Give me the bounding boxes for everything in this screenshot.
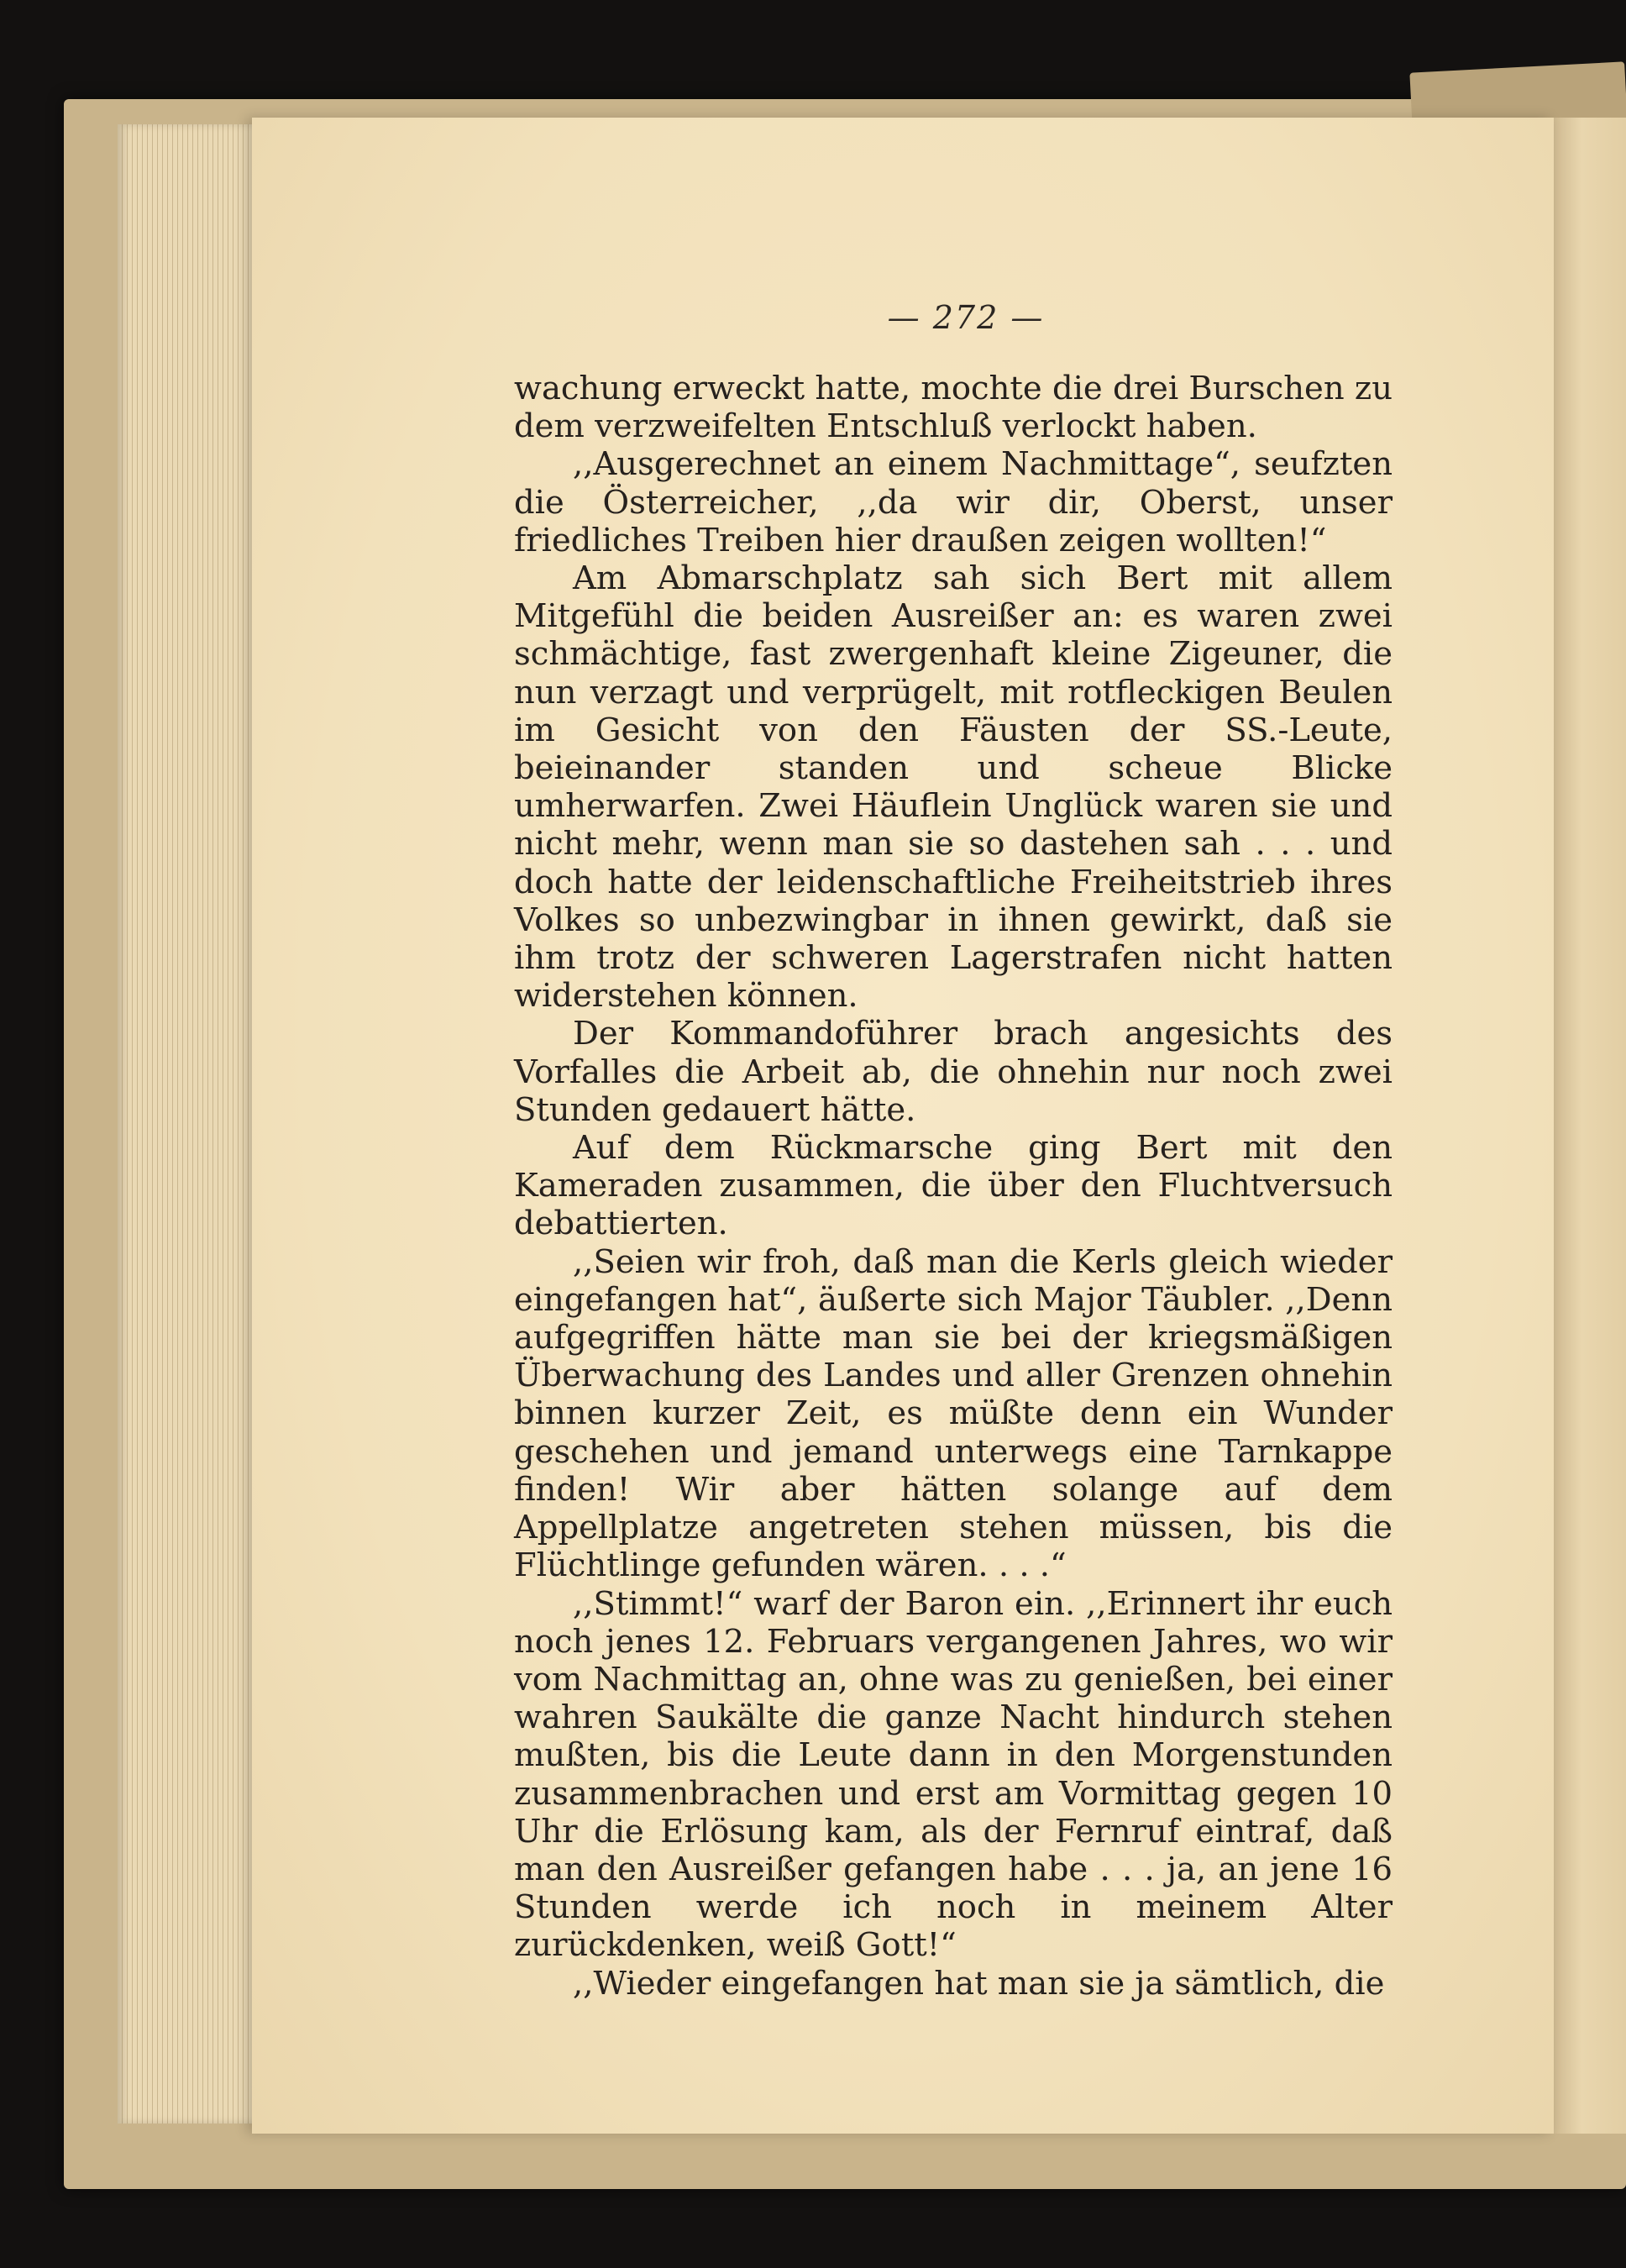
paragraph: Am Abmarschplatz sah sich Bert mit allem Mitgefühl die beiden Ausreißer an: es waren zwei schmächtige, fast zwergenhaft kleine Zigeuner, die nun verzagt und verprügelt, mit rotfleckigen Beulen im Gesicht von den Fäusten der SS.-Leute, beieinander standen und scheue Blicke umherwarfen. Zwei Häuflein Unglück waren sie und nicht mehr, wenn man sie so dastehen sah . . . und doch hatte der leidenschaftliche Freiheitstrieb ihres Volkes so unbezwingbar in ihnen gewirkt, daß sie ihm trotz der schweren Lagerstrafen nicht hatten widerstehen können. (514, 559, 1393, 1016)
paragraph: ,,Stimmt!“ warf der Baron ein. ,,Erinnert ihr euch noch jenes 12. Februars vergangenen Jahres, wo wir vom Nachmittag an, ohne was zu genießen, bei einer wahren Saukälte die ganze Nacht hindurch stehen mußten, bis die Leute dann in den Morgenstunden zusammenbrachen und erst am Vormittag gegen 10 Uhr die Erlösung kam, als der Fernruf eintraf, daß man den Ausreißer gefangen habe . . . ja, an jene 16 Stunden werde ich noch in meinem Alter zurückdenken, weiß Gott!“ (514, 1584, 1393, 1965)
next-page-edge (1552, 118, 1626, 2134)
page-text (514, 370, 1393, 2003)
paragraph: ,,Seien wir froh, daß man die Kerls gleich wieder eingefangen hat“, äußerte sich Major Täubler. ,,Denn aufgegriffen hätte man sie bei der kriegsmäßigen Überwachung des Landes und aller Grenzen ohnehin binnen kurzer Zeit, es müßte denn ein Wunder geschehen und jemand unterwegs eine Tarnkappe finden! Wir aber hätten solange auf dem Appellplatze angetreten stehen müssen, bis die Flüchtlinge gefunden wären. . . .“ (514, 1242, 1393, 1585)
page-edges (118, 124, 269, 2124)
paragraph: wachung erweckt hatte, mochte die drei Burschen zu dem verzweifelten Entschluß verlockt haben. (514, 370, 1393, 446)
page-number: — 272 — (887, 299, 1045, 336)
paragraph: Auf dem Rückmarsche ging Bert mit den Kameraden zusammen, die über den Fluchtversuch debattierten. (514, 1129, 1393, 1243)
paragraph: Der Kommandoführer brach angesichts des Vorfalles die Arbeit ab, die ohnehin nur noch zwei Stunden gedauert hätte. (514, 1015, 1393, 1129)
paragraph: ,,Ausgerechnet an einem Nachmittage“, seufzten die Österreicher, ,,da wir dir, Oberst, unser friedliches Treiben hier draußen zeigen wollten!“ (514, 445, 1393, 559)
paragraph: ,,Wieder eingefangen hat man sie ja sämtlich, die (573, 1964, 1385, 2003)
